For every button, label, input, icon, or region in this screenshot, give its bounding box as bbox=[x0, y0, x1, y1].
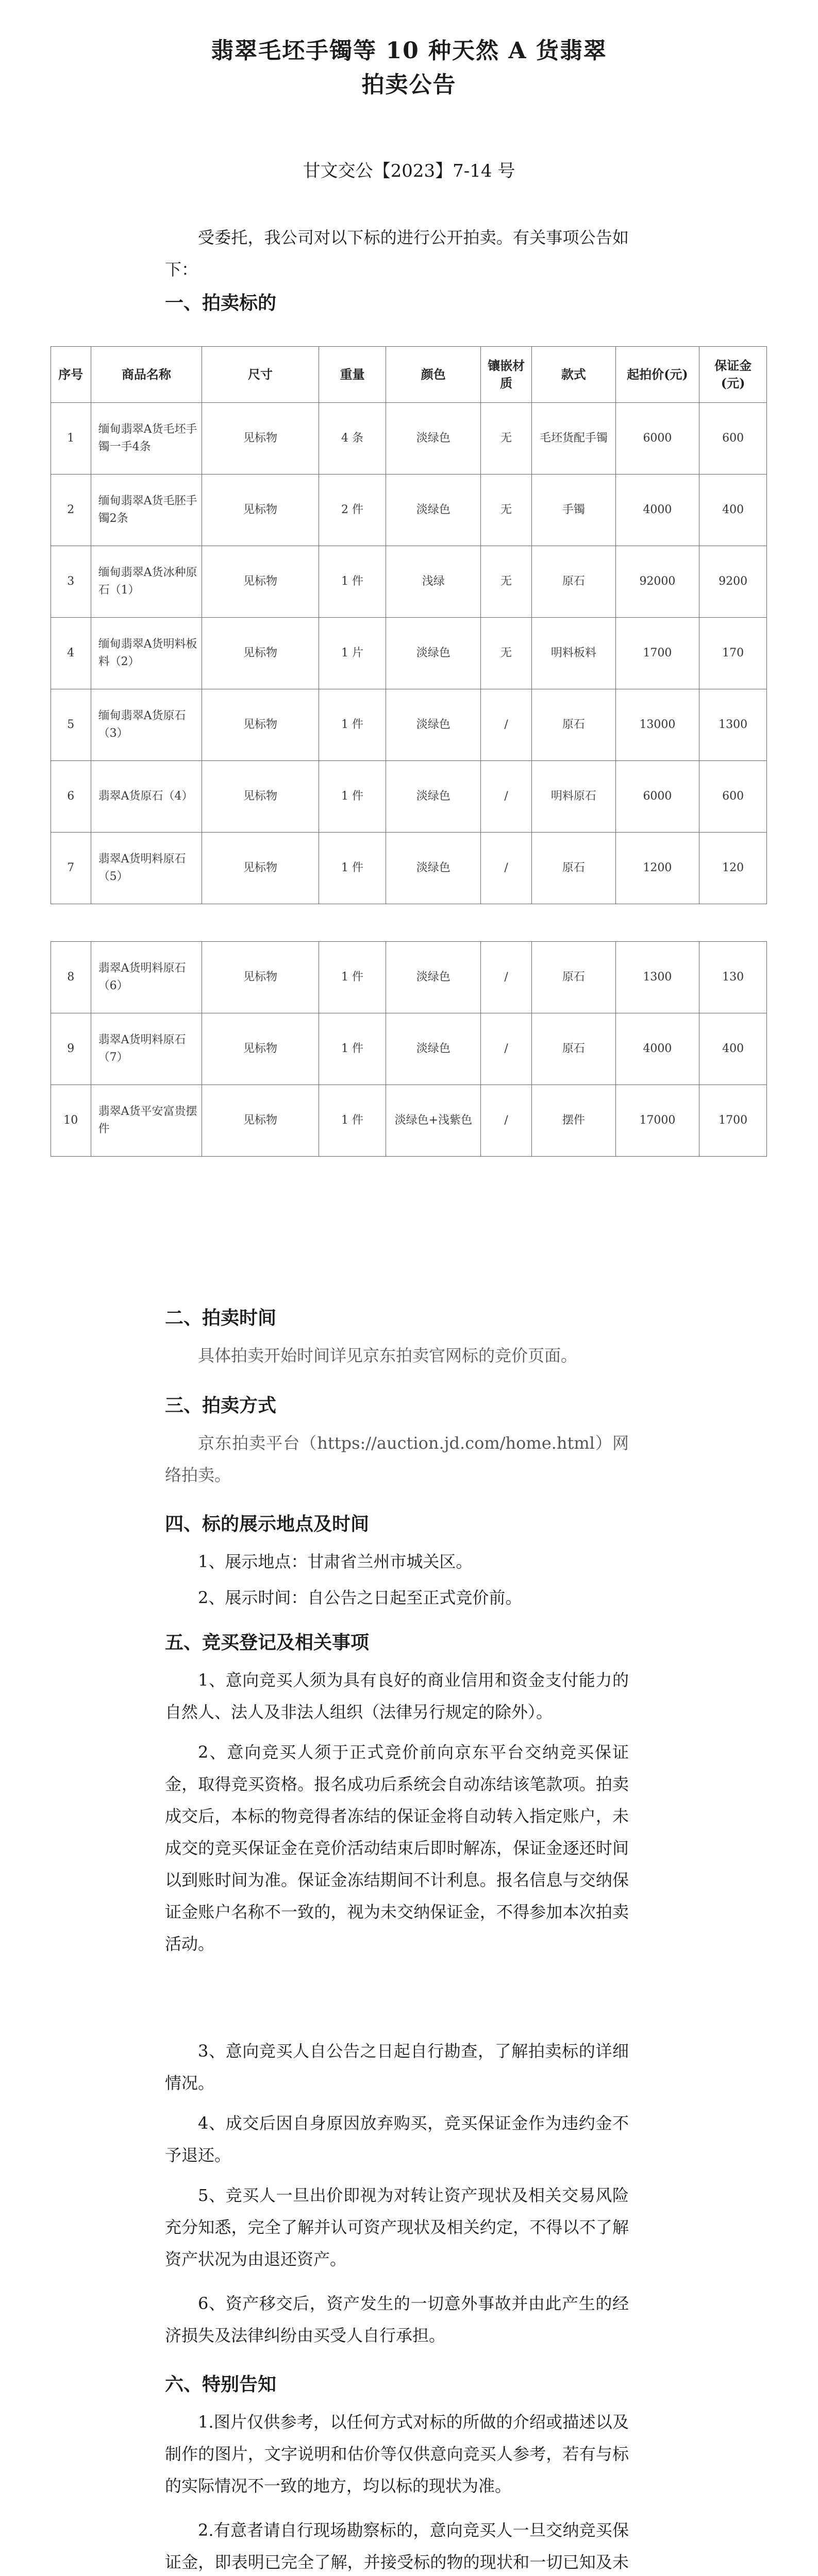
gap-cell bbox=[51, 904, 767, 942]
cell-size: 见标物 bbox=[202, 761, 319, 833]
cell-no: 5 bbox=[51, 689, 91, 761]
cell-weight: 1 件 bbox=[319, 942, 386, 1013]
header-no: 序号 bbox=[51, 347, 91, 403]
cell-weight: 1 件 bbox=[319, 833, 386, 904]
cell-color: 淡绿色 bbox=[386, 618, 481, 689]
cell-deposit: 400 bbox=[699, 1013, 767, 1085]
section-6-heading: 六、特别告知 bbox=[165, 2374, 277, 2395]
cell-weight: 1 件 bbox=[319, 761, 386, 833]
cell-name: 缅甸翡翠A货毛胚手镯2条 bbox=[91, 474, 202, 546]
cell-start: 17000 bbox=[615, 1085, 699, 1157]
cell-no: 9 bbox=[51, 1013, 91, 1085]
header-color: 颜色 bbox=[386, 347, 481, 403]
cell-weight: 2 件 bbox=[319, 474, 386, 546]
cell-inlay: 无 bbox=[481, 403, 532, 474]
section-4-item: 2、展示时间：自公告之日起至正式竞价前。 bbox=[198, 1588, 522, 1607]
document-number: 甘文交公【2023】7-14 号 bbox=[303, 161, 515, 181]
cell-size: 见标物 bbox=[202, 618, 319, 689]
section-6-item: 2.有意者请自行现场勘察标的，意向竞买人一旦交纳竞买保证金，即表明已完全了解，并接受标的物的现状和一切已知及未 bbox=[165, 2520, 629, 2572]
section-3-text: 京东拍卖平台（https://auction.jd.com/home.html）网络拍卖。 bbox=[165, 1433, 629, 1485]
header-start: 起拍价(元) bbox=[615, 347, 699, 403]
cell-style: 原石 bbox=[532, 833, 616, 904]
section-4-item: 1、展示地点：甘肃省兰州市城关区。 bbox=[198, 1552, 473, 1571]
cell-color: 淡绿色 bbox=[386, 689, 481, 761]
cell-start: 1300 bbox=[615, 942, 699, 1013]
header-weight: 重量 bbox=[319, 347, 386, 403]
header-deposit: 保证金(元) bbox=[699, 347, 767, 403]
table-row bbox=[51, 618, 767, 689]
cell-deposit: 9200 bbox=[699, 546, 767, 618]
section-5-item: 3、意向竞买人自公告之日起自行勘查，了解拍卖标的详细情况。 bbox=[165, 2041, 629, 2093]
cell-color: 淡绿色 bbox=[386, 474, 481, 546]
cell-deposit: 1300 bbox=[699, 689, 767, 761]
cell-inlay: 无 bbox=[481, 546, 532, 618]
cell-name: 翡翠A货明料原石（7） bbox=[91, 1013, 202, 1085]
lots-table bbox=[51, 346, 767, 1157]
table-row bbox=[51, 833, 767, 904]
section-2-heading: 二、拍卖时间 bbox=[165, 1307, 277, 1329]
cell-no: 8 bbox=[51, 942, 91, 1013]
cell-weight: 4 条 bbox=[319, 403, 386, 474]
cell-deposit: 130 bbox=[699, 942, 767, 1013]
cell-weight: 1 件 bbox=[319, 1085, 386, 1157]
cell-start: 1700 bbox=[615, 618, 699, 689]
cell-inlay: / bbox=[481, 942, 532, 1013]
cell-size: 见标物 bbox=[202, 1085, 319, 1157]
table-row bbox=[51, 1085, 767, 1157]
cell-weight: 1 件 bbox=[319, 546, 386, 618]
table-row bbox=[51, 403, 767, 474]
cell-style: 明料板料 bbox=[532, 618, 616, 689]
cell-size: 见标物 bbox=[202, 403, 319, 474]
section-4-heading: 四、标的展示地点及时间 bbox=[165, 1513, 370, 1535]
cell-size: 见标物 bbox=[202, 474, 319, 546]
table-gap-row bbox=[51, 904, 767, 942]
cell-inlay: / bbox=[481, 689, 532, 761]
cell-no: 2 bbox=[51, 474, 91, 546]
title-line-1: 翡翠毛坯手镯等 10 种天然 A 货翡翠 bbox=[211, 38, 607, 64]
cell-style: 原石 bbox=[532, 546, 616, 618]
cell-color: 淡绿色+浅紫色 bbox=[386, 1085, 481, 1157]
cell-name: 翡翠A货平安富贵摆件 bbox=[91, 1085, 202, 1157]
cell-start: 1200 bbox=[615, 833, 699, 904]
cell-weight: 1 片 bbox=[319, 618, 386, 689]
table-row bbox=[51, 1013, 767, 1085]
cell-name: 缅甸翡翠A货原石（3） bbox=[91, 689, 202, 761]
section-5-item: 1、意向竞买人须为具有良好的商业信用和资金支付能力的自然人、法人及非法人组织（法律另行规定的除外）。 bbox=[165, 1670, 629, 1722]
section-5-item: 5、竞买人一旦出价即视为对转让资产现状及相关交易风险充分知悉，完全了解并认可资产现状及相关约定，不得以不了解资产状况为由退还资产。 bbox=[165, 2185, 629, 2269]
cell-size: 见标物 bbox=[202, 546, 319, 618]
cell-start: 13000 bbox=[615, 689, 699, 761]
section-3-heading: 三、拍卖方式 bbox=[165, 1395, 277, 1416]
cell-weight: 1 件 bbox=[319, 1013, 386, 1085]
table-row bbox=[51, 942, 767, 1013]
title-line-2: 拍卖公告 bbox=[361, 72, 457, 98]
cell-inlay: / bbox=[481, 1085, 532, 1157]
header-name: 商品名称 bbox=[91, 347, 202, 403]
cell-name: 翡翠A货原石（4） bbox=[91, 761, 202, 833]
cell-name: 缅甸翡翠A货毛坯手镯一手4条 bbox=[91, 403, 202, 474]
cell-deposit: 600 bbox=[699, 403, 767, 474]
section-1-heading: 一、拍卖标的 bbox=[165, 292, 277, 314]
cell-name: 翡翠A货明料原石（6） bbox=[91, 942, 202, 1013]
cell-style: 原石 bbox=[532, 689, 616, 761]
cell-inlay: 无 bbox=[481, 618, 532, 689]
cell-inlay: / bbox=[481, 833, 532, 904]
cell-inlay: 无 bbox=[481, 474, 532, 546]
cell-size: 见标物 bbox=[202, 689, 319, 761]
section-5-item: 2、意向竞买人须于正式竞价前向京东平台交纳竞买保证金，取得竞买资格。报名成功后系统会自动冻结该笔款项。拍卖成交后，本标的物竞得者冻结的保证金将自动转入指定账户，未成交的竞买保证金在竞价活动结束后即时解冻，保证金逐还时间以到账时间为准。保证金冻结期间不计利息。报名信息与交纳保证金账户名称不一致的，视为未交纳保证金，不得参加本次拍卖活动。 bbox=[165, 1742, 629, 1954]
cell-name: 缅甸翡翠A货冰种原石（1） bbox=[91, 546, 202, 618]
section-5-item: 6、资产移交后，资产发生的一切意外事故并由此产生的经济损失及法律纠纷由买受人自行承担。 bbox=[165, 2294, 629, 2345]
table-row bbox=[51, 546, 767, 618]
section-5-item: 4、成交后因自身原因放弃购买，竞买保证金作为违约金不予退还。 bbox=[165, 2113, 629, 2165]
cell-no: 1 bbox=[51, 403, 91, 474]
cell-deposit: 1700 bbox=[699, 1085, 767, 1157]
cell-inlay: / bbox=[481, 1013, 532, 1085]
cell-style: 明料原石 bbox=[532, 761, 616, 833]
cell-inlay: / bbox=[481, 761, 532, 833]
table-row bbox=[51, 689, 767, 761]
section-5-heading: 五、竞买登记及相关事项 bbox=[165, 1632, 370, 1653]
section-6-item: 1.图片仅供参考，以任何方式对标的所做的介绍或描述以及制作的图片，文字说明和估价等仅供意向竞买人参考，若有与标的实际情况不一致的地方，均以标的现状为准。 bbox=[165, 2412, 629, 2496]
cell-color: 淡绿色 bbox=[386, 1013, 481, 1085]
cell-start: 4000 bbox=[615, 1013, 699, 1085]
cell-style: 原石 bbox=[532, 1013, 616, 1085]
cell-name: 缅甸翡翠A货明料板料（2） bbox=[91, 618, 202, 689]
section-2-text: 具体拍卖开始时间详见京东拍卖官网标的竞价页面。 bbox=[198, 1346, 578, 1365]
cell-color: 淡绿色 bbox=[386, 833, 481, 904]
cell-name: 翡翠A货明料原石（5） bbox=[91, 833, 202, 904]
cell-no: 7 bbox=[51, 833, 91, 904]
cell-color: 淡绿色 bbox=[386, 942, 481, 1013]
cell-color: 淡绿色 bbox=[386, 403, 481, 474]
cell-size: 见标物 bbox=[202, 833, 319, 904]
cell-deposit: 400 bbox=[699, 474, 767, 546]
table-header-row bbox=[51, 347, 767, 403]
cell-start: 92000 bbox=[615, 546, 699, 618]
cell-no: 6 bbox=[51, 761, 91, 833]
cell-color: 浅绿 bbox=[386, 546, 481, 618]
cell-deposit: 600 bbox=[699, 761, 767, 833]
cell-style: 摆件 bbox=[532, 1085, 616, 1157]
table-row bbox=[51, 761, 767, 833]
cell-size: 见标物 bbox=[202, 1013, 319, 1085]
cell-no: 10 bbox=[51, 1085, 91, 1157]
cell-style: 原石 bbox=[532, 942, 616, 1013]
cell-start: 6000 bbox=[615, 403, 699, 474]
cell-start: 4000 bbox=[615, 474, 699, 546]
cell-size: 见标物 bbox=[202, 942, 319, 1013]
cell-no: 3 bbox=[51, 546, 91, 618]
cell-style: 毛坯货配手镯 bbox=[532, 403, 616, 474]
cell-deposit: 120 bbox=[699, 833, 767, 904]
cell-no: 4 bbox=[51, 618, 91, 689]
cell-start: 6000 bbox=[615, 761, 699, 833]
intro-paragraph: 受委托，我公司对以下标的进行公开拍卖。有关事项公告如下： bbox=[165, 228, 629, 279]
header-style: 款式 bbox=[532, 347, 616, 403]
cell-style: 手镯 bbox=[532, 474, 616, 546]
cell-color: 淡绿色 bbox=[386, 761, 481, 833]
header-inlay: 镶嵌材质 bbox=[481, 347, 532, 403]
cell-deposit: 170 bbox=[699, 618, 767, 689]
table-row bbox=[51, 474, 767, 546]
cell-weight: 1 件 bbox=[319, 689, 386, 761]
header-size: 尺寸 bbox=[202, 347, 319, 403]
